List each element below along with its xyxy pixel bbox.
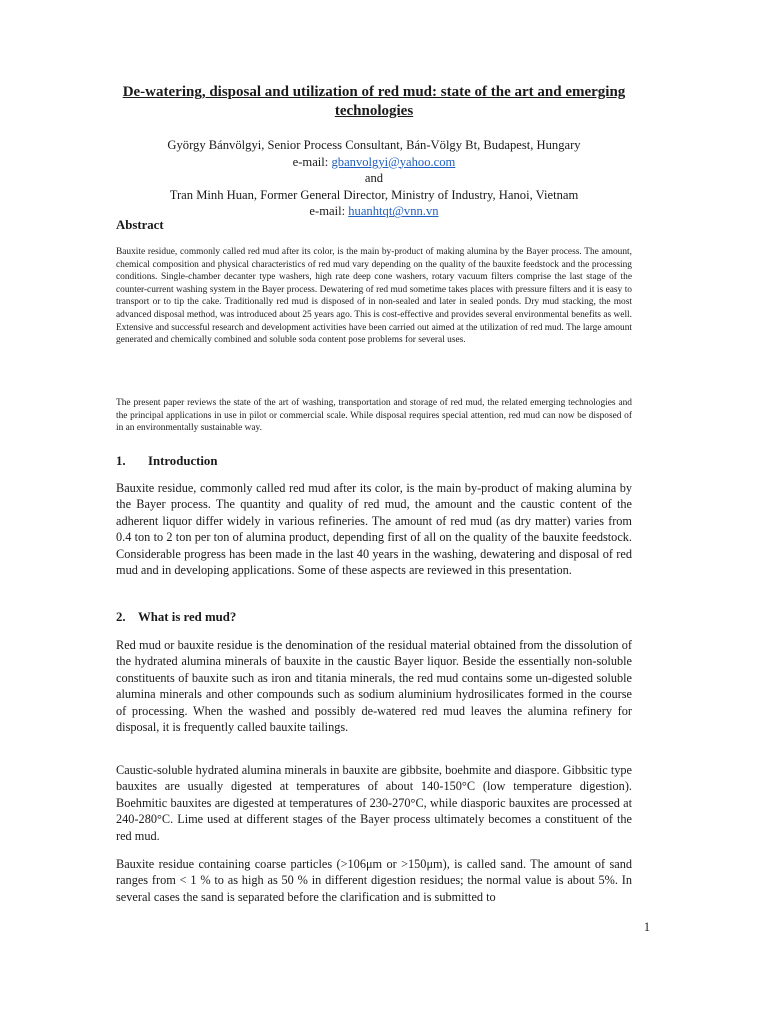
author-separator: and — [364, 171, 384, 186]
abstract-paragraph-1: Bauxite residue, commonly called red mud after its color, is the main by-product of making alumina by the Bayer process. The amount, chemical composition and physical characteristics of red mud vary depending on the quality of the bauxite feedstock and the processing conditions. Single-chamber decanter type washers, high rate deep cone washers, rotary vacuum filters comprise the last stage of the counter-current washing system in the Bayer process. Dewatering of red mud sometime takes places with pressure filters and it is easy to transport or to tip the cake. Traditionally red mud is disposed of in non-sealed and later in sealed ponds. Dry mud stacking, the most advanced disposal method, was introduced about 25 years ago. This is cost-effective and provides several environmental benefits as well. Extensive and successful research and development activities have been carried out aimed at the utilization of red mud. The large amount generated and chemically combined and soluble soda content pose problems for several uses. — [116, 247, 632, 346]
page-number: 1 — [643, 920, 650, 934]
red-mud-paragraph-3: Bauxite residue containing coarse particles (>106μm or >150μm), is called sand. The amount of sand ranges from < 1 % to as high as 50 % in different digestion residues; the normal value is about 5%. In several cases the sand is separated before the clarification and is submitted to — [116, 857, 632, 904]
section-title: Introduction — [148, 454, 218, 468]
abstract-heading: Abstract — [116, 218, 164, 232]
section-heading-what-is-red-mud — [116, 610, 236, 625]
email-link-1[interactable]: gbanvolgyi@yahoo.com — [331, 154, 456, 169]
email-label-2: e-mail: — [309, 204, 349, 219]
red-mud-paragraph-1: Red mud or bauxite residue is the denomination of the residual material obtained from the dissolution of the hydrated alumina minerals of bauxite in the caustic Bayer liquor. Beside the essentially non-soluble constituents of bauxite such as iron and titania minerals, the red mud contains some un-digested soluble alumina minerals and other compounds such as sodium aluminium hydrosilicates formed in the course of processing. When the washed and possibly de-watered red mud leaves the alumina refinery for disposal, it is frequently called bauxite tailings. — [116, 638, 632, 735]
author-1-email-line — [116, 154, 632, 171]
section-number: 2. — [116, 610, 126, 624]
author-2: Tran Minh Huan, Former General Director, Ministry of Industry, Hanoi, Vietnam — [169, 187, 579, 202]
intro-paragraph: Bauxite residue, commonly called red mud after its color, is the main by-product of making alumina by the Bayer process. The quantity and quality of red mud, the amount and the caustic content of the adherent liquor differ widely in various refineries. The amount of red mud (as dry matter) varies from 0.4 ton to 2 ton per ton of alumina product, depending first of all on the quality of the bauxite feedstock. Considerable progress has been made in the last 40 years in the washing, dewatering and disposal of red mud and in developing applications. Some of these aspects are reviewed in this presentation. — [116, 481, 632, 578]
author-1: György Bánvölgyi, Senior Process Consultant, Bán-Völgy Bt, Budapest, Hungary — [167, 138, 581, 152]
section-number: 1. — [116, 454, 126, 468]
email-link-2[interactable]: huanhtqt@vnn.vn — [348, 204, 439, 219]
red-mud-paragraph-2: Caustic-soluble hydrated alumina minerals in bauxite are gibbsite, boehmite and diaspore. Gibbsitic type bauxites are usually digested at temperatures of about 140-150°C (low temperature digestion). Boehmitic bauxites are digested at temperatures of 230-270°C, while diasporic bauxites are processed at 240-280°C. Lime used at different stages of the Bayer process ultimately becomes a constituent of the red mud. — [116, 763, 632, 843]
author-2-email-line — [116, 203, 632, 220]
author-block — [116, 137, 632, 220]
paper-title: De-watering, disposal and utilization of red mud: state of the art and emerging technologies — [122, 84, 626, 119]
section-title: What is red mud? — [138, 610, 237, 624]
email-label-1: e-mail: — [292, 154, 332, 169]
section-heading-introduction — [116, 454, 217, 469]
abstract-paragraph-2: The present paper reviews the state of the art of washing, transportation and storage of red mud, the related emerging technologies and the principal applications in use in pilot or commercial scale. While disposal requires special attention, red mud can now be disposed of in an environmentally sustainable way. — [116, 398, 632, 434]
